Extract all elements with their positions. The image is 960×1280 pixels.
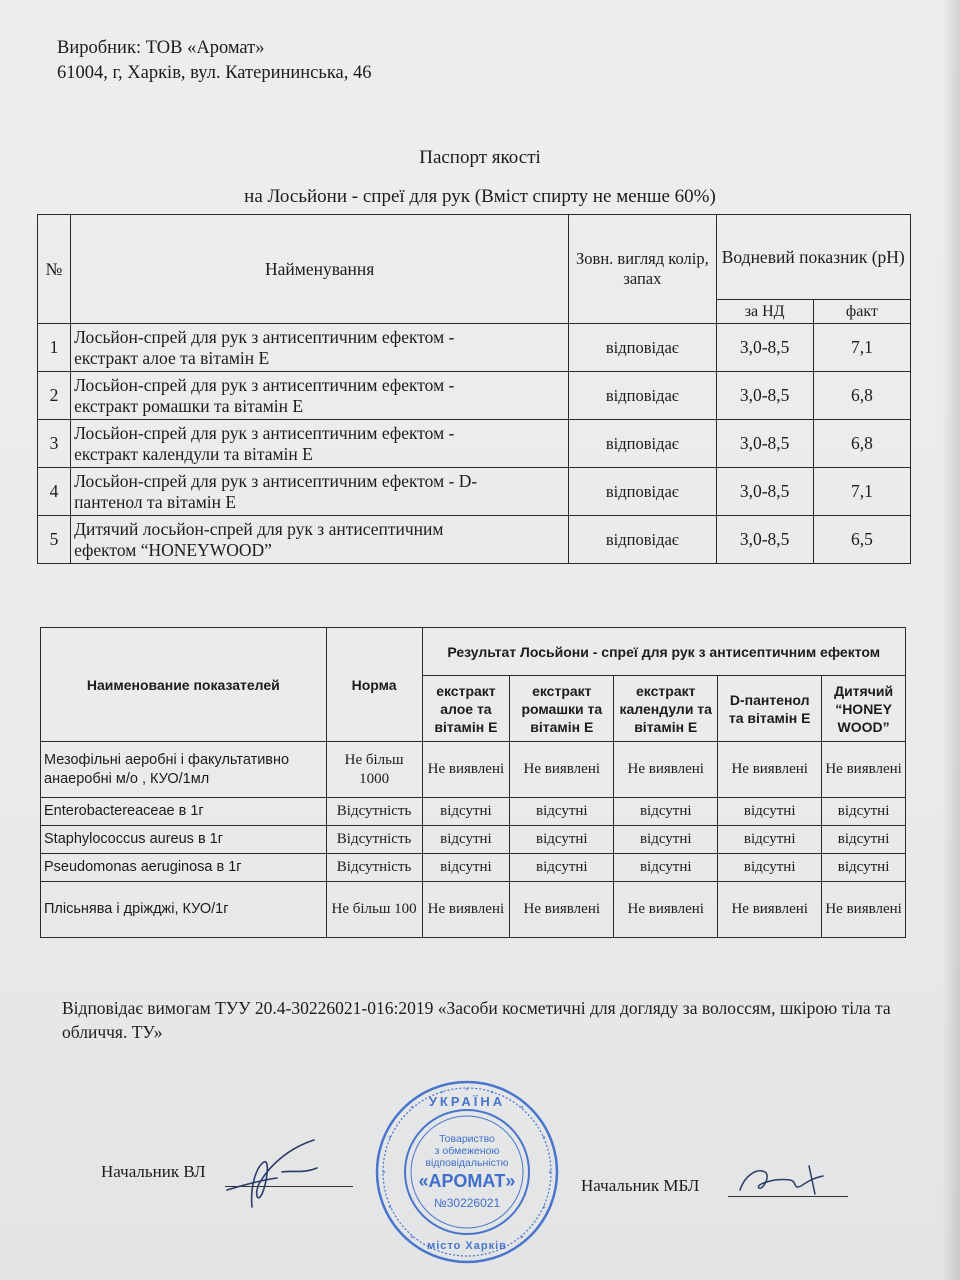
table-row — [38, 468, 911, 516]
norm-value: Відсутність — [326, 854, 422, 882]
result-cell: відсутні — [718, 798, 822, 826]
signature-label-right: Начальник МБЛ — [581, 1176, 700, 1195]
appearance-value: відповідає — [569, 468, 716, 516]
header-col-panthenol: D-пантенол та вітамін Е — [718, 676, 822, 742]
appearance-value: відповідає — [569, 420, 716, 468]
product-name: Лосьйон-спрей для рук з антисептичним ефектом - екстракт ромашки та вітамін Е — [71, 372, 569, 420]
company-stamp — [372, 1077, 562, 1267]
table-row — [38, 372, 911, 420]
norm-value: Не більш 100 — [326, 882, 422, 938]
ph-fact-value: 6,8 — [813, 420, 910, 468]
norm-value: Відсутність — [326, 798, 422, 826]
manufacturer-address: 61004, г, Харків, вул. Катерининська, 46 — [57, 63, 372, 83]
ph-fact-value: 7,1 — [813, 468, 910, 516]
result-cell: Не виявлені — [718, 742, 822, 798]
result-cell: відсутні — [510, 798, 614, 826]
document-title: Паспорт якості — [419, 147, 541, 168]
product-name: Лосьйон-спрей для рук з антисептичним ефектом - D- пантенол та вітамін Е — [71, 468, 569, 516]
row-no: 4 — [38, 468, 71, 516]
manufacturer-name: Виробник: ТОВ «Аромат» — [57, 38, 265, 58]
result-cell: відсутні — [422, 798, 510, 826]
result-cell: відсутні — [822, 798, 906, 826]
header-col-aloe: екстракт алое та вітамін Е — [422, 676, 510, 742]
product-name: Лосьйон-спрей для рук з антисептичним ефектом - екстракт алое та вітамін Е — [71, 324, 569, 372]
header-ph-fact: факт — [813, 300, 910, 324]
table-row — [38, 420, 911, 468]
stamp-code: №30226021 — [433, 1196, 501, 1210]
ph-norm-value: 3,0-8,5 — [716, 516, 813, 564]
header-col-chamomile: екстракт ромашки та вітамін Е — [510, 676, 614, 742]
signature-left — [222, 1132, 327, 1212]
table-row — [41, 854, 906, 882]
ph-fact-value: 7,1 — [813, 324, 910, 372]
ph-norm-value: 3,0-8,5 — [716, 372, 813, 420]
result-cell: Не виявлені — [422, 882, 510, 938]
stamp-city: місто Харків — [427, 1240, 507, 1252]
quality-table — [37, 214, 911, 564]
header-ph: Водневий показник (pH) — [716, 215, 910, 300]
table-row — [41, 882, 906, 938]
appearance-value: відповідає — [569, 324, 716, 372]
row-no: 3 — [38, 420, 71, 468]
header-ph-norm: за НД — [716, 300, 813, 324]
result-cell: Не виявлені — [422, 742, 510, 798]
indicator-name: Staphylococcus aureus в 1г — [41, 826, 327, 854]
norm-value: Не більш 1000 — [326, 742, 422, 798]
ph-norm-value: 3,0-8,5 — [716, 420, 813, 468]
header-appearance: Зовн. вигляд колір, запах — [569, 215, 716, 324]
result-cell: Не виявлені — [822, 882, 906, 938]
stamp-country: УКРАЇНА — [428, 1094, 506, 1109]
stamp-company-name: «АРОМАТ» — [418, 1171, 516, 1191]
ph-norm-value: 3,0-8,5 — [716, 324, 813, 372]
header-col-calendula: екстракт календули та вітамін Е — [614, 676, 718, 742]
conformity-statement: Відповідає вимогам ТУУ 20.4-30226021-016:2019 «Засоби косметичні для догляду за волоссям, шкірою тіла та обличчя. ТУ» — [62, 998, 891, 1042]
table-row — [41, 798, 906, 826]
indicator-name: Мезофільні аеробні і факультативно анаеробні м/о , КУО/1мл — [41, 742, 327, 798]
table-row — [41, 826, 906, 854]
product-name: Лосьйон-спрей для рук з антисептичним ефектом - екстракт календули та вітамін Е — [71, 420, 569, 468]
header-col-honeywood: Дитячий “HONEY WOOD” — [822, 676, 906, 742]
result-cell: Не виявлені — [510, 742, 614, 798]
result-cell: відсутні — [614, 798, 718, 826]
table-row — [38, 516, 911, 564]
result-cell: Не виявлені — [718, 882, 822, 938]
ph-norm-value: 3,0-8,5 — [716, 468, 813, 516]
row-no: 2 — [38, 372, 71, 420]
result-cell: відсутні — [614, 826, 718, 854]
result-cell: відсутні — [510, 854, 614, 882]
ph-fact-value: 6,8 — [813, 372, 910, 420]
row-no: 5 — [38, 516, 71, 564]
result-cell: відсутні — [422, 854, 510, 882]
result-cell: Не виявлені — [510, 882, 614, 938]
result-cell: Не виявлені — [614, 742, 718, 798]
microbiology-table — [40, 627, 906, 938]
header-result: Результат Лосьйони - спреї для рук з антисептичним ефектом — [422, 628, 905, 676]
ph-fact-value: 6,5 — [813, 516, 910, 564]
indicator-name: Плісьнява і дріжджі, КУО/1г — [41, 882, 327, 938]
result-cell: відсутні — [614, 854, 718, 882]
result-cell: відсутні — [822, 854, 906, 882]
header-indicator: Наименование показателей — [41, 628, 327, 742]
document-subtitle: на Лосьйони - спреї для рук (Вміст спирту не менше 60%) — [244, 186, 716, 207]
table-row — [41, 742, 906, 798]
header-norm: Норма — [326, 628, 422, 742]
result-cell: відсутні — [422, 826, 510, 854]
row-no: 1 — [38, 324, 71, 372]
indicator-name: Pseudomonas aeruginosa в 1г — [41, 854, 327, 882]
header-name: Найменування — [71, 215, 569, 324]
product-name: Дитячий лосьйон-спрей для рук з антисептичним ефектом “HONEYWOOD” — [71, 516, 569, 564]
indicator-name: Enterobactereaceae в 1г — [41, 798, 327, 826]
result-cell: Не виявлені — [822, 742, 906, 798]
result-cell: відсутні — [510, 826, 614, 854]
result-cell: відсутні — [718, 826, 822, 854]
manufacturer-header — [57, 36, 372, 86]
result-cell: Не виявлені — [614, 882, 718, 938]
signature-right — [735, 1160, 830, 1200]
stamp-entity-type: Товариство з обмеженою відповідальністю — [425, 1133, 509, 1169]
table-row — [38, 324, 911, 372]
norm-value: Відсутність — [326, 826, 422, 854]
result-cell: відсутні — [822, 826, 906, 854]
header-no: № — [38, 215, 71, 324]
signature-label-left: Начальник ВЛ — [101, 1162, 206, 1181]
appearance-value: відповідає — [569, 372, 716, 420]
result-cell: відсутні — [718, 854, 822, 882]
appearance-value: відповідає — [569, 516, 716, 564]
